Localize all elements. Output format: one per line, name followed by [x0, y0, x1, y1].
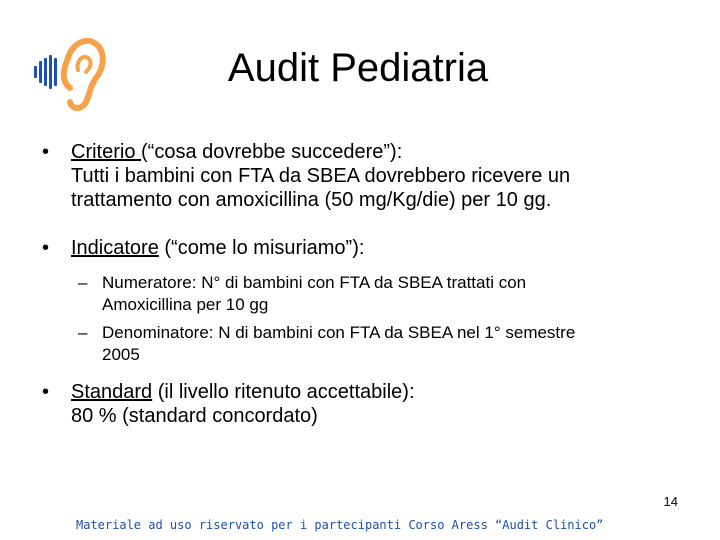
bullet-rest: (“come lo misuriamo”):: [158, 237, 365, 259]
subbullet-marker: –: [78, 273, 88, 292]
bullet-text: [71, 140, 711, 212]
slide-title: [0, 44, 720, 92]
page-number: 14: [663, 494, 678, 509]
subbullet-text: [102, 272, 682, 316]
bullet-term: Indicatore: [71, 237, 159, 259]
bullet-marker: •: [42, 141, 50, 163]
bullet-rest: (“cosa dovrebbe succedere”):: [141, 141, 403, 163]
subbullet-marker: –: [78, 323, 88, 342]
subbullet-line: Amoxicillina per 10 gg: [102, 295, 269, 314]
bullet-text: [71, 236, 711, 260]
bullet-text: [71, 380, 711, 428]
subbullet-text: [102, 322, 682, 366]
bullet-line: trattamento con amoxicillina (50 mg/Kg/die) per 10 gg.: [71, 189, 552, 211]
footer-note: Materiale ad uso riservato per i partecipanti Corso Aress “Audit Clinico”: [76, 518, 604, 532]
bullet-term: Criterio: [71, 141, 142, 163]
slide-title-text: Audit Pediatria: [227, 46, 489, 90]
bullet-rest: (il livello ritenuto accettabile):: [152, 381, 415, 403]
subbullet-line: Denominatore: N di bambini con FTA da SBEA nel 1° semestre: [102, 323, 576, 342]
bullet-term: Standard: [71, 381, 153, 403]
bullet-marker: •: [42, 381, 50, 403]
bullet-marker: •: [42, 237, 50, 259]
bullet-line: Tutti i bambini con FTA da SBEA dovrebbero ricevere un: [71, 165, 571, 187]
subbullet-line: Numeratore: N° di bambini con FTA da SBEA trattati con: [102, 273, 527, 292]
subbullet-line: 2005: [102, 345, 140, 364]
bullet-line: 80 % (standard concordato): [71, 405, 318, 427]
